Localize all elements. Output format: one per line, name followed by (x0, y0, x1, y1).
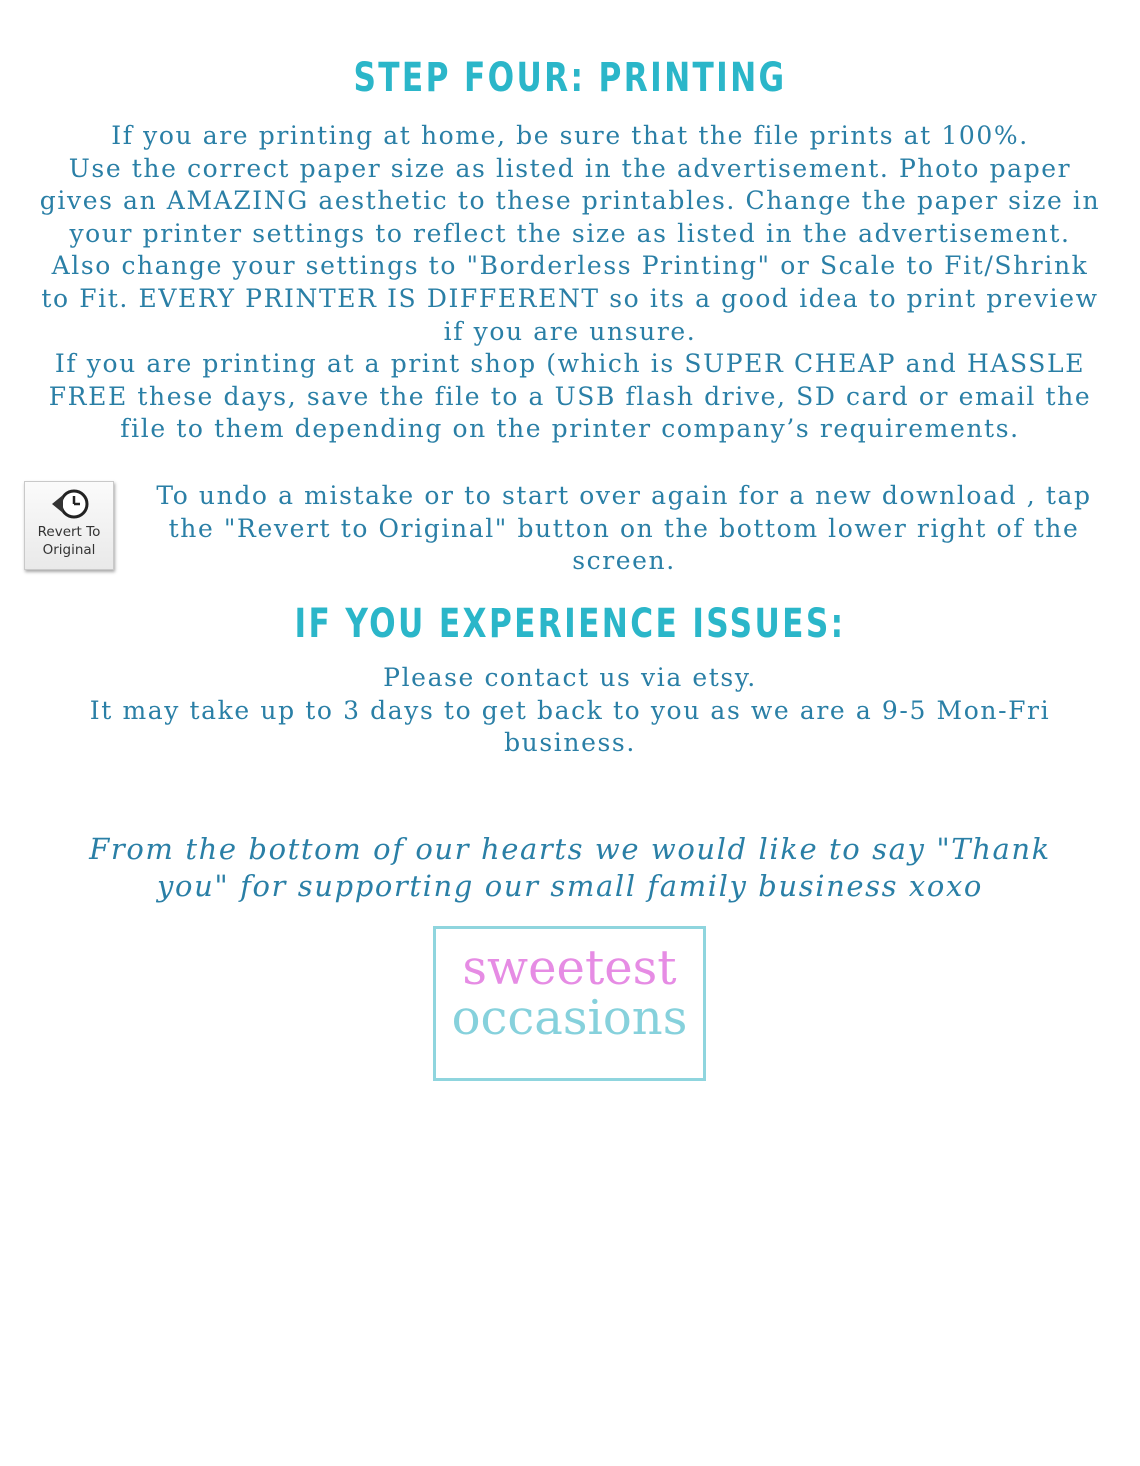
printing-line: to Fit. EVERY PRINTER IS DIFFERENT so its a good idea to print preview (41, 283, 1099, 313)
revert-to-original-button[interactable] (24, 481, 114, 570)
printing-line: your printer settings to reflect the size as listed in the advertisement. (69, 218, 1071, 248)
issues-line: Please contact us via etsy. (383, 663, 757, 692)
logo-word-sweetest: sweetest (462, 940, 677, 996)
issues-line: business. (504, 728, 636, 758)
revert-label-line2: Original (42, 542, 96, 558)
undo-line: the "Revert to Original" button on the bottom lower right of the (168, 513, 1080, 543)
issues-line: It may take up to 3 days to get back to you as we are a 9-5 Mon-Fri (89, 695, 1051, 725)
sweetest-occasions-logo (433, 926, 706, 1081)
logo-word-occasions: occasions (451, 990, 688, 1046)
undo-instructions (118, 480, 1130, 578)
printing-instructions (10, 120, 1130, 446)
thank-you-message (20, 831, 1120, 905)
issues-heading: IF YOU EXPERIENCE ISSUES: (294, 601, 846, 647)
undo-line: screen. (572, 546, 676, 576)
printing-line: If you are printing at a print shop (which is SUPER CHEAP and HASSLE (54, 349, 1086, 379)
thank-you-line: From the bottom of our hearts we would like to say "Thank (89, 832, 1051, 866)
revert-clock-icon (46, 487, 92, 521)
issues-instructions (10, 662, 1130, 760)
revert-label-line1: Revert To (37, 524, 101, 540)
printing-line: Use the correct paper size as listed in the advertisement. Photo paper (68, 153, 1072, 183)
printing-line: FREE these days, save the file to a USB flash drive, SD card or email the (48, 381, 1092, 411)
printing-line: file to them depending on the printer company’s requirements. (120, 414, 1020, 444)
printing-line: Also change your settings to "Borderless Printing" or Scale to Fit/Shrink (51, 251, 1089, 281)
printing-line: gives an AMAZING aesthetic to these printables. Change the paper size in (39, 186, 1101, 216)
undo-line: To undo a mistake or to start over again for a new download , tap (156, 481, 1092, 510)
printing-line: If you are printing at home, be sure that the file prints at 100%. (111, 121, 1029, 150)
thank-you-line: you" for supporting our small family business xoxo (157, 869, 983, 903)
printing-line: if you are unsure. (443, 316, 697, 346)
step-four-heading: STEP FOUR: PRINTING (353, 55, 787, 101)
